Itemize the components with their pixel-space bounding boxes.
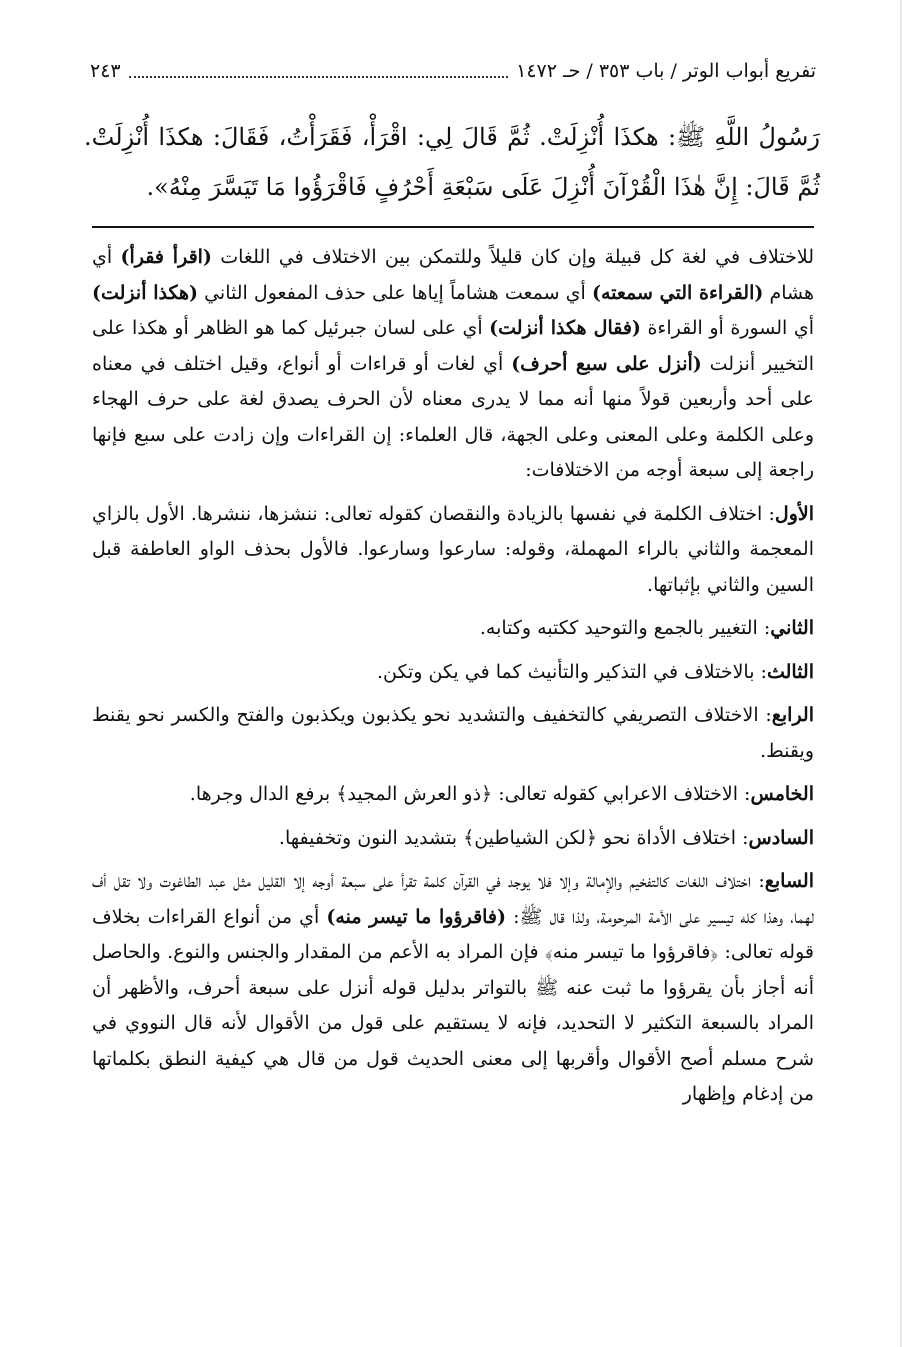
point-label: الأول [774, 502, 814, 525]
point-first [92, 497, 814, 604]
hadith-text: رَسُولُ اللَّهِ ﷺ: هكذَا أُنْزِلَتْ. ثُمَّ قَالَ لِي: اقْرَأْ، فَقَرَأْتُ، فَقَالَ: هكذَا أُنْزِلَتْ. ثُمَّ قَالَ: إِنَّ هٰذَا الْقُرْآنَ أُنْزِلَ عَلَى سَبْعَةِ أَحْرُفٍ فَاقْرَؤُوا مَا تَيَسَّرَ مِنْهُ». [84, 123, 820, 201]
intro-quote-2: (القراءة التي سمعته) [591, 281, 764, 304]
point-label: السادس [748, 826, 814, 849]
point-label: الثالث [766, 660, 814, 683]
commentary-intro [92, 240, 814, 489]
intro-quote-1: (اقرأ فقرأ) [120, 246, 212, 268]
point-text: : التغيير بالجمع والتوحيد ككتبه وكتابه. [479, 617, 771, 639]
seventh-text-1: : اختلاف اللغات كالتفخيم والإمالة وإلا فلا يوجد في القرآن كلمة تقرأ على سبعة أوجه إلا القليل مثل عبد الطاغوت ولا تقل أف لهما، وهذا كله تيسير على الأمة المرحومة، ولذا قال ﷺ: [92, 870, 814, 928]
page-fold-shadow [900, 0, 902, 1347]
page-number: ٢٤٣ [90, 60, 121, 82]
point-label: الثاني [770, 617, 814, 639]
intro-text-4: أي السورة أو القراءة [640, 317, 814, 339]
running-header [90, 56, 816, 86]
point-sixth [92, 821, 814, 857]
header-title: تفريع أبواب الوتر / باب ٣٥٣ / حـ ١٤٧٢ [516, 60, 816, 82]
point-text: : اختلاف الكلمة في نفسها بالزيادة والنقصان كقوله تعالى: ننشزها، ننشرها. الأول بالزاي المعجمة والثاني بالراء المهملة، وقوله: سارعوا وسارعوا. فالأول بحذف الواو العاطفة قبل السين والثاني بإثباتها. [92, 502, 814, 596]
point-text: : الاختلاف الاعرابي كقوله تعالى: ﴿ذو العرش المجيد﴾ برفع الدال وجرها. [189, 783, 751, 805]
intro-text-6: أي لغات أو قراءات أو أنواع، وقيل اختلف في معناه على أحد وأربعين قولاً منها أنه مما لا يدرى معناه لأن الحرف يصدق لغة على حرف الهجاء وعلى الكلمة وعلى المعنى وعلى الجهة، قال العلماء: إن القراءات وإن زادت على سبع فإنها راجعة إلى سبعة أوجه من الاختلافات: [92, 352, 814, 481]
point-second [92, 611, 814, 647]
point-fifth [92, 777, 814, 813]
intro-quote-3: (هكذا أنزلت) [92, 281, 198, 304]
seventh-quote: (فاقرؤوا ما تيسر منه) [326, 905, 507, 928]
intro-quote-4: (فقال هكذا أنزلت) [489, 317, 641, 339]
intro-text-2: أي هشام [92, 246, 815, 304]
point-label: السابع [764, 870, 814, 892]
intro-text-3: أي سمعت هشاماً إياها على حذف المفعول الثاني [197, 281, 592, 304]
intro-text-1: للاختلاف في لغة كل قبيلة وإن كان قليلاً وللتمكن بين الاختلاف في اللغات [211, 246, 814, 268]
header-leader-dots [129, 64, 509, 78]
intro-text-5: أي على لسان جبرئيل كما هو الظاهر أو هكذا على التخيير أنزلت [92, 317, 814, 375]
separator-line [92, 226, 814, 228]
point-seventh [92, 864, 814, 1113]
point-label: الخامس [750, 783, 814, 805]
intro-quote-5: (أنزل على سبع أحرف) [511, 352, 702, 375]
point-label: الرابع [771, 704, 814, 726]
commentary [92, 240, 814, 1113]
point-text: : اختلاف الأداة نحو ﴿لكن الشياطين﴾ بتشديد النون وتخفيفها. [278, 826, 749, 849]
point-text: : الاختلاف التصريفي كالتخفيف والتشديد نحو يكذبون ويكذبون والفتح والكسر نحو يقنط ويقنط. [92, 704, 814, 762]
seventh-text-2: أي من أنواع القراءات بخلاف قوله تعالى: ﴿فاقرؤوا ما تيسر منه﴾ فإن المراد به الأعم من المقدار والجنس والنوع. والحاصل أنه أجاز بأن يقرؤوا ما ثبت عنه ﷺ بالتواتر بدليل قوله أنزل على سبعة أحرف، والأظهر أن المراد بالسبعة التكثير لا التحديد، فإنه لا يستقيم على قول من الأقوال لأنه قال النووي في شرح مسلم أصح الأقوال وأقربها إلى معنى الحديث قول من قال هي كيفية النطق بكلماتها من إدغام وإظهار [92, 905, 814, 1105]
point-fourth [92, 698, 814, 769]
point-text: : بالاختلاف في التذكير والتأنيث كما في يكن وتكن. [376, 660, 767, 683]
point-third [92, 655, 814, 691]
